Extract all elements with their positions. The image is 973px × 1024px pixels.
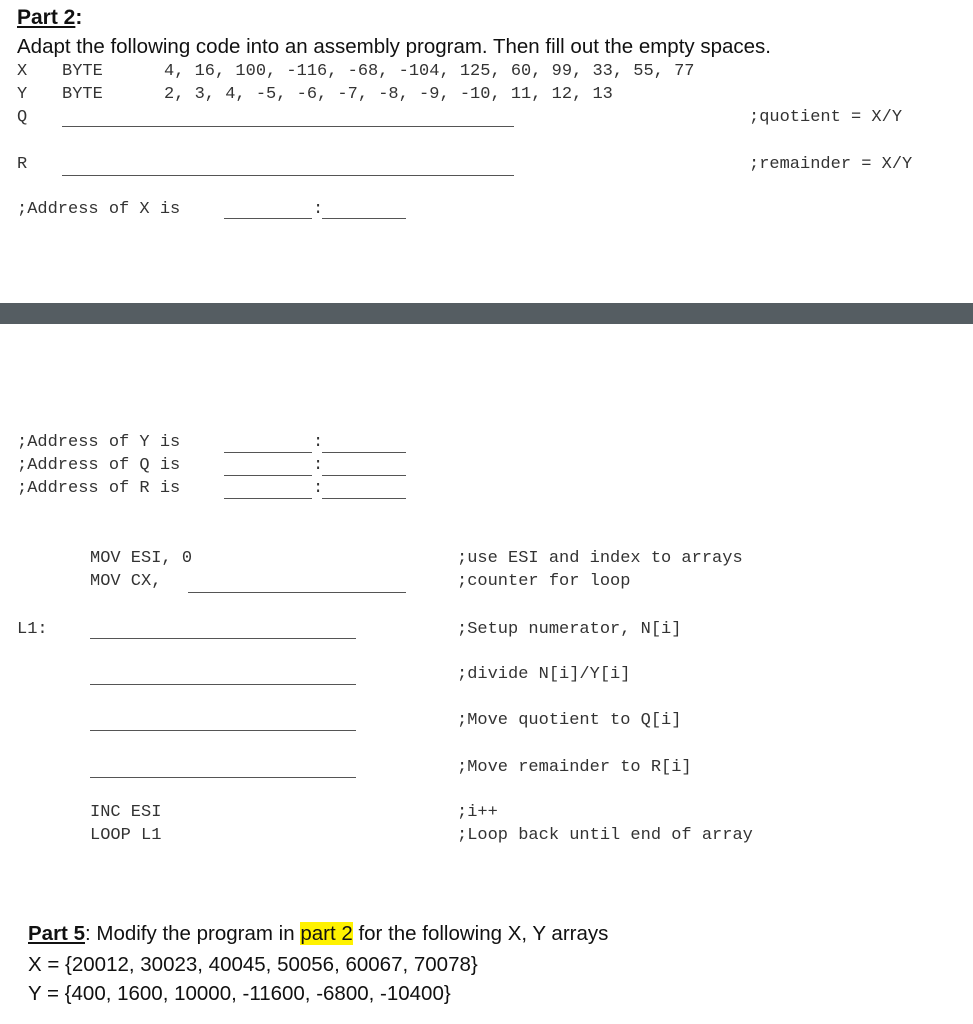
address-q-sep: : <box>313 456 324 475</box>
code-mov-esi: MOV ESI, 0 <box>90 549 193 568</box>
q-label: Q <box>17 108 28 127</box>
comment-numerator: ;Setup numerator, N[i] <box>457 620 682 639</box>
part5-post: for the following X, Y arrays <box>352 922 609 945</box>
part5-pre: : Modify the program in <box>84 922 301 945</box>
address-y-blank-1[interactable] <box>224 452 312 453</box>
y-type: BYTE <box>62 85 103 104</box>
q-comment: ;quotient = X/Y <box>749 108 903 127</box>
divide-blank[interactable] <box>90 684 356 685</box>
y-values: 2, 3, 4, -5, -6, -7, -8, -9, -10, 11, 12, 13 <box>164 85 613 104</box>
address-y-blank-2[interactable] <box>322 452 406 453</box>
r-label: R <box>17 155 28 174</box>
address-x-text: ;Address of X is <box>17 200 181 219</box>
y-label: Y <box>17 85 28 104</box>
address-x-blank-2[interactable] <box>322 218 406 219</box>
x-label: X <box>17 62 28 81</box>
comment-mov-cx: ;counter for loop <box>457 572 631 591</box>
address-q-blank-1[interactable] <box>224 475 312 476</box>
address-q-blank-2[interactable] <box>322 475 406 476</box>
comment-mov-esi: ;use ESI and index to arrays <box>457 549 743 568</box>
address-r-text: ;Address of R is <box>17 479 181 498</box>
code-mov-cx: MOV CX, <box>90 572 162 591</box>
quotient-blank[interactable] <box>90 730 356 731</box>
part2-colon: : <box>75 6 83 29</box>
comment-quotient: ;Move quotient to Q[i] <box>457 711 682 730</box>
address-x-sep: : <box>313 200 324 219</box>
part5-line <box>28 922 608 946</box>
r-blank[interactable] <box>62 175 514 176</box>
address-q-text: ;Address of Q is <box>17 456 181 475</box>
part5-highlight: part 2 <box>300 922 353 945</box>
mov-cx-blank[interactable] <box>188 592 406 593</box>
label-l1: L1: <box>17 620 48 639</box>
x-type: BYTE <box>62 62 103 81</box>
comment-remainder: ;Move remainder to R[i] <box>457 758 692 777</box>
address-y-text: ;Address of Y is <box>17 433 181 452</box>
address-r-sep: : <box>313 479 324 498</box>
r-comment: ;remainder = X/Y <box>749 155 913 174</box>
part5-y-array: Y = {400, 1600, 10000, -11600, -6800, -10400} <box>28 982 451 1005</box>
part5-heading: Part 5 <box>28 922 85 945</box>
address-r-blank-1[interactable] <box>224 498 312 499</box>
address-r-blank-2[interactable] <box>322 498 406 499</box>
part2-title <box>17 6 82 30</box>
comment-loop: ;Loop back until end of array <box>457 826 753 845</box>
numerator-blank[interactable] <box>90 638 356 639</box>
q-blank[interactable] <box>62 126 514 127</box>
part2-heading: Part 2 <box>17 6 76 29</box>
comment-inc: ;i++ <box>457 803 498 822</box>
x-values: 4, 16, 100, -116, -68, -104, 125, 60, 99, 33, 55, 77 <box>164 62 695 81</box>
page-separator <box>0 303 973 324</box>
instruction-text: Adapt the following code into an assembly program. Then fill out the empty spaces. <box>17 35 771 58</box>
address-x-blank-1[interactable] <box>224 218 312 219</box>
address-y-sep: : <box>313 433 324 452</box>
code-loop: LOOP L1 <box>90 826 162 845</box>
comment-divide: ;divide N[i]/Y[i] <box>457 665 631 684</box>
remainder-blank[interactable] <box>90 777 356 778</box>
code-inc-esi: INC ESI <box>90 803 162 822</box>
part5-x-array: X = {20012, 30023, 40045, 50056, 60067, 70078} <box>28 953 478 976</box>
